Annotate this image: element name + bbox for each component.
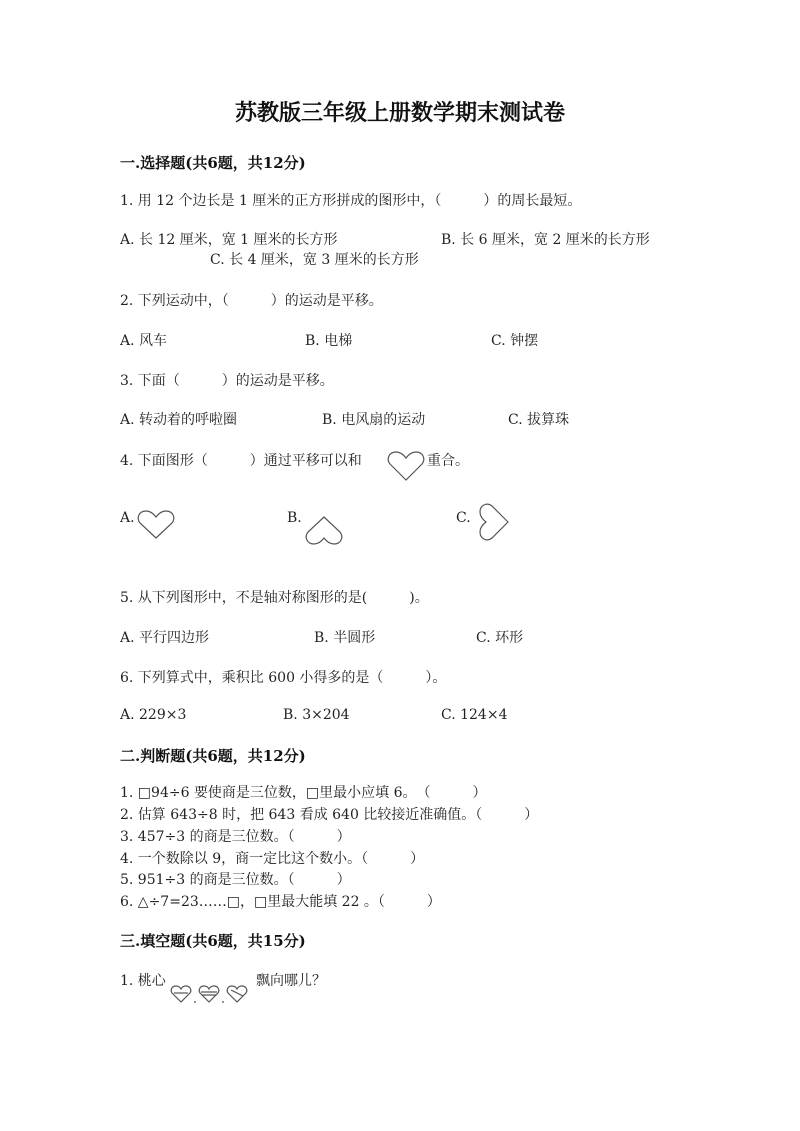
question-4-part2: 重合。	[427, 453, 469, 469]
q5-option-a: A. 平行四边形	[120, 630, 210, 646]
q3-option-a: A. 转动着的呼啦圈	[120, 412, 238, 428]
fill-item-1-part1: 1. 桃心	[120, 973, 166, 989]
q2-option-b: B. 电梯	[305, 333, 353, 349]
q3-option-b: B. 电风扇的运动	[322, 412, 426, 428]
question-2: 2. 下列运动中，（ ）的运动是平移。	[120, 293, 383, 309]
heart-shape-c-icon	[472, 502, 512, 542]
judge-item-3: 3. 457÷3 的商是三位数。（ ）	[120, 829, 351, 845]
heart-shape-a-icon	[136, 508, 176, 542]
q3-option-c: C. 拔算珠	[508, 412, 570, 428]
heart-shape-b-icon	[304, 514, 344, 548]
q1-option-a: A. 长 12 厘米，宽 1 厘米的长方形	[120, 232, 338, 248]
section-heading-fill: 三.填空题(共6题，共15分)	[120, 932, 306, 950]
floating-hearts-icon	[170, 982, 250, 1006]
q2-option-c: C. 钟摆	[491, 333, 539, 349]
page-title: 苏教版三年级上册数学期末测试卷	[234, 100, 565, 126]
q1-option-b: B. 长 6 厘米，宽 2 厘米的长方形	[441, 232, 650, 248]
question-4-part1: 4. 下面图形（ ）通过平移可以和	[120, 453, 362, 469]
q6-option-b: B. 3×204	[283, 707, 350, 723]
heart-shape-icon	[386, 448, 426, 484]
question-6: 6. 下列算式中，乘积比 600 小得多的是（ ）。	[120, 670, 447, 686]
q4-option-c: C.	[456, 510, 471, 526]
question-5: 5. 从下列图形中，不是轴对称图形的是( )。	[120, 590, 429, 606]
q2-option-a: A. 风车	[120, 333, 168, 349]
judge-item-2: 2. 估算 643÷8 时，把 643 看成 640 比较接近准确值。（ ）	[120, 807, 539, 823]
fill-item-1-part2: 飘向哪儿？	[256, 973, 326, 989]
section-heading-judgement: 二.判断题(共6题，共12分)	[120, 747, 306, 765]
q6-option-c: C. 124×4	[441, 707, 508, 723]
q5-option-b: B. 半圆形	[314, 630, 376, 646]
judge-item-1: 1. □94÷6 要使商是三位数，□里最小应填 6。 （ ）	[120, 785, 487, 801]
q4-option-b: B.	[287, 510, 302, 526]
q1-option-c: C. 长 4 厘米，宽 3 厘米的长方形	[210, 252, 419, 268]
section-heading-choice: 一.选择题(共6题，共12分)	[120, 154, 306, 172]
judge-item-4: 4. 一个数除以 9，商一定比这个数小。（ ）	[120, 851, 425, 867]
question-1: 1. 用 12 个边长是 1 厘米的正方形拼成的图形中，（ ）的周长最短。	[120, 193, 582, 209]
judge-item-6: 6. △÷7=23……□，□里最大能填 22 。（ ）	[120, 894, 441, 910]
q5-option-c: C. 环形	[476, 630, 524, 646]
question-3: 3. 下面（ ）的运动是平移。	[120, 373, 334, 389]
q6-option-a: A. 229×3	[120, 707, 187, 723]
q4-option-a: A.	[120, 510, 135, 526]
judge-item-5: 5. 951÷3 的商是三位数。（ ）	[120, 872, 351, 888]
